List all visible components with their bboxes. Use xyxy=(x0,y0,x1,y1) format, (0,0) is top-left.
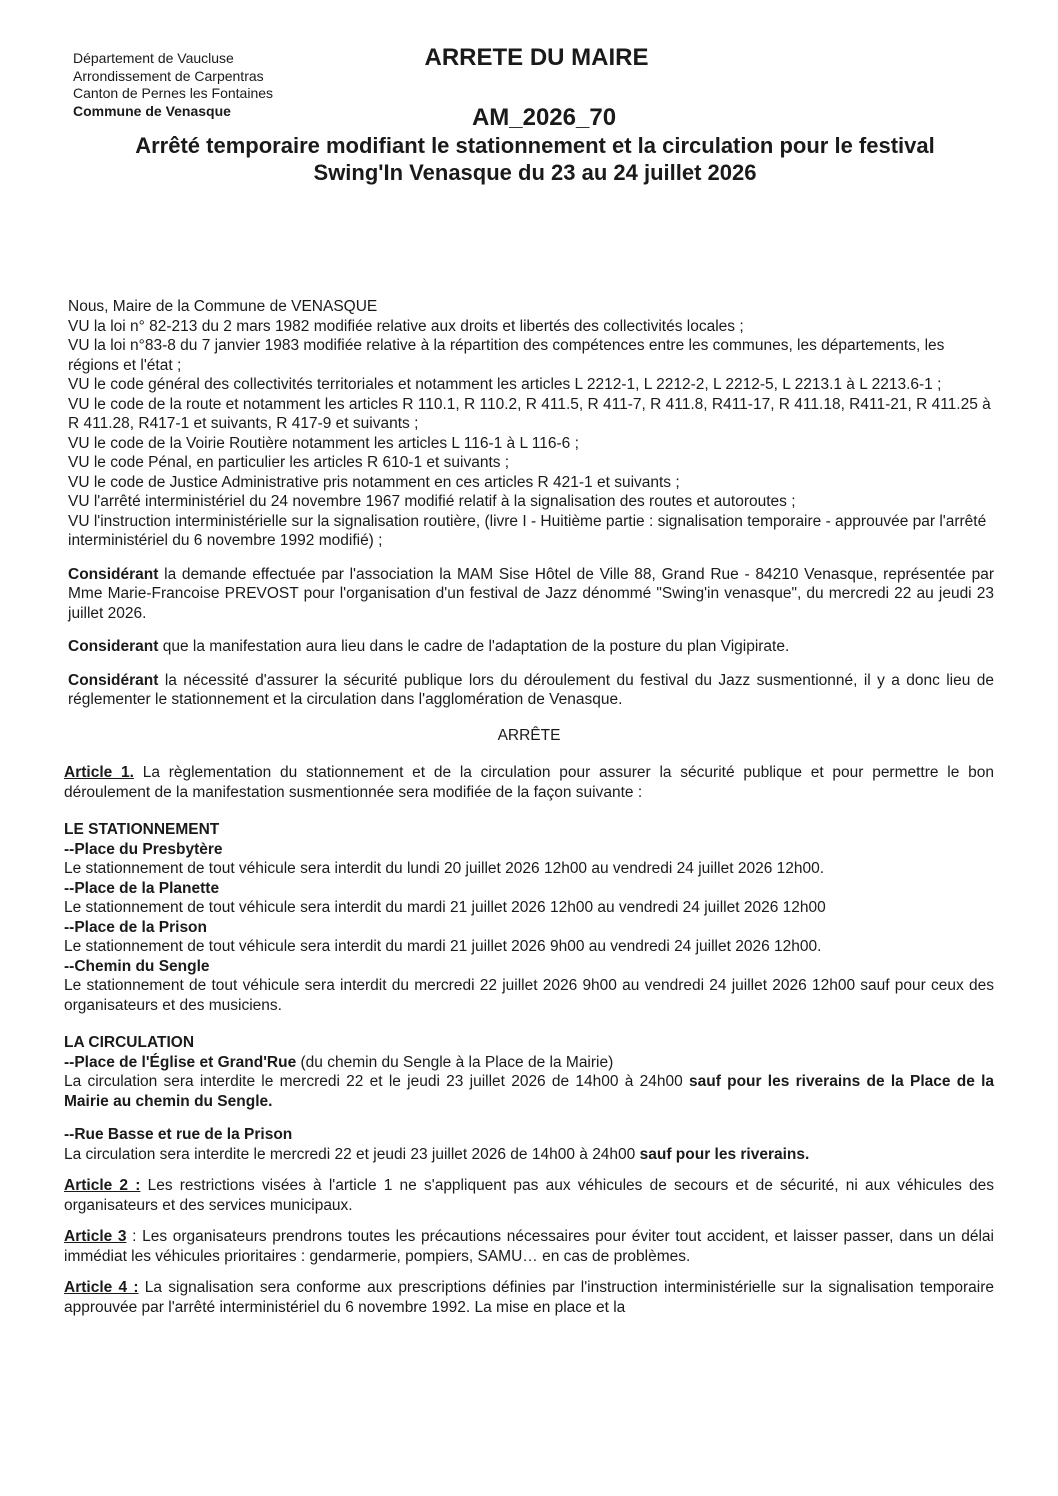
document-body xyxy=(64,297,994,1317)
circulation-exception: sauf pour les riverains de la Place de la Mairie au chemin du Sengle. xyxy=(64,1073,995,1110)
considerant-paragraph xyxy=(64,671,994,710)
visa-item: VU l'instruction interministérielle sur la signalisation routière, (livre I - Huitième partie : signalisation temporaire - approuvée par l'arrêté interministériel du 6 novembre 1992 modifié) ; xyxy=(68,512,987,549)
article-4 xyxy=(64,1278,994,1317)
circulation-place-1 xyxy=(64,1053,994,1073)
visa-item: VU le code Pénal, en particulier les articles R 610-1 et suivants ; xyxy=(68,454,510,471)
visa-intro: Nous, Maire de la Commune de VENASQUE xyxy=(68,298,378,315)
article-3 xyxy=(64,1227,994,1266)
stationnement-title: LE STATIONNEMENT xyxy=(64,821,220,838)
considerant-label: Considérant xyxy=(68,565,159,583)
article-2-text: Les restrictions visées à l'article 1 ne s'appliquent pas aux véhicules de secours et de sécurité, ni aux véhicules des organisateurs et des services municipaux. xyxy=(64,1177,994,1214)
stationnement-rule: Le stationnement de tout véhicule sera interdit du mardi 21 juillet 2026 9h00 au vendredi 24 juillet 2026 12h00. xyxy=(64,938,822,955)
stationnement-rule: Le stationnement de tout véhicule sera interdit du mercredi 22 juillet 2026 9h00 au vendredi 24 juillet 2026 12h00 sauf pour ceux des organisateurs et des musiciens. xyxy=(64,977,994,1014)
considerant-label: Considerant xyxy=(68,638,159,655)
circulation-place-note: (du chemin du Sengle à la Place de la Mairie) xyxy=(296,1053,614,1071)
article-2 xyxy=(64,1176,994,1215)
article-4-text: La signalisation sera conforme aux prescriptions définies par l'instruction interministérielle sur la signalisation temporaire approuvée par l'arrêté interministériel du 6 novembre 1992. La mise en place et la xyxy=(64,1279,995,1316)
arrete-subject xyxy=(70,132,1000,186)
visas-block xyxy=(64,297,994,551)
article-4-label: Article 4 : xyxy=(64,1279,139,1296)
visa-item: VU l'arrêté interministériel du 24 novembre 1967 modifié relatif à la signalisation des routes et autoroutes ; xyxy=(68,493,796,510)
visa-item: VU le code général des collectivités territoriales et notamment les articles L 2212-1, L 2212-2, L 2212-5, L 2213.1 à L 2213.6-1 ; xyxy=(68,376,942,393)
circulation-place-2: --Rue Basse et rue de la Prison xyxy=(64,1126,293,1143)
stationnement-rule: Le stationnement de tout véhicule sera interdit du mardi 21 juillet 2026 12h00 au vendredi 24 juillet 2026 12h00 xyxy=(64,899,826,916)
article-3-label: Article 3 xyxy=(64,1228,127,1245)
considerant-paragraph xyxy=(64,637,994,657)
canton-line: Canton de Pernes les Fontaines xyxy=(73,85,274,101)
commune-line: Commune de Venasque xyxy=(73,102,231,119)
arrete-heading: ARRÊTE xyxy=(497,726,561,744)
visa-item: VU la loi n° 82-213 du 2 mars 1982 modifiée relative aux droits et libertés des collectivités locales ; xyxy=(68,317,744,335)
document-title: ARRETE DU MAIRE xyxy=(424,44,649,71)
article-3-text: : Les organisateurs prendrons toutes les précautions nécessaires pour éviter tout accident, et laisser passer, dans un délai immédiat les véhicules prioritaires : gendarmerie, pompiers, SAMU… en cas de problèmes. xyxy=(64,1228,994,1265)
considerant-text: la nécessité d'assurer la sécurité publique lors du déroulement du festival du Jazz susmentionné, il y a donc lieu de réglementer le stationnement et la circulation dans l'agglomération de Venasque. xyxy=(68,671,994,708)
stationnement-place: --Chemin du Sengle xyxy=(64,957,210,975)
considerant-label: Considérant xyxy=(68,671,159,689)
visa-item: VU le code de la route et notamment les articles R 110.1, R 110.2, R 411.5, R 411-7, R 411.8, R411-17, R 411.18, R411-21, R 411.25 à R 411.28, R417-1 et suivants, R 417-9 et suivants ; xyxy=(68,395,991,432)
visa-item: VU le code de Justice Administrative pris notamment en ces articles R 421-1 et suivants ; xyxy=(68,473,680,491)
considerant-text: la demande effectuée par l'association la MAM Sise Hôtel de Ville 88, Grand Rue - 84210 Venasque, représentée par Mme Marie-Francoise PREVOST pour l'organisation d'un festival de Jazz dénommé "Swing'in venasque", du mercredi 22 au jeudi 23 juillet 2026. xyxy=(68,565,994,622)
considerant-text: que la manifestation aura lieu dans le cadre de l'adaptation de la posture du plan Vigipirate. xyxy=(158,638,790,655)
article-1-label: Article 1. xyxy=(64,764,134,781)
circulation-place-name: --Place de l'Église et Grand'Rue xyxy=(64,1053,297,1071)
arrete-reference: AM_2026_70 xyxy=(471,104,617,131)
stationnement-place: --Place de la Planette xyxy=(64,879,220,897)
article-1 xyxy=(64,763,994,802)
circulation-rule-text: La circulation sera interdite le mercredi 22 et jeudi 23 juillet 2026 de 14h00 à 24h00 xyxy=(64,1145,640,1163)
visa-item: VU le code de la Voirie Routière notamment les articles L 116-1 à L 116-6 ; xyxy=(68,434,579,452)
circulation-rule-1 xyxy=(64,1072,994,1111)
article-1-text: La règlementation du stationnement et de la circulation pour assurer la sécurité publique et pour permettre le bon déroulement de la manifestation susmentionnée sera modifiée de la façon suivante : xyxy=(64,764,994,801)
stationnement-place: --Place du Presbytère xyxy=(64,840,223,858)
arrondissement-line: Arrondissement de Carpentras xyxy=(73,67,264,84)
stationnement-place: --Place de la Prison xyxy=(64,918,207,936)
subject-line-1: Arrêté temporaire modifiant le stationnement et la circulation pour le festival xyxy=(135,133,935,158)
circulation-exception: sauf pour les riverains. xyxy=(639,1145,810,1163)
visa-item: VU la loi n°83-8 du 7 janvier 1983 modifiée relative à la répartition des compétences entre les communes, les départements, les régions et l'état ; xyxy=(68,337,945,374)
article-2-label: Article 2 : xyxy=(64,1177,141,1194)
stationnement-rule: Le stationnement de tout véhicule sera interdit du lundi 20 juillet 2026 12h00 au vendredi 24 juillet 2026 12h00. xyxy=(64,860,825,877)
subject-line-2: Swing'In Venasque du 23 au 24 juillet 2026 xyxy=(313,160,757,185)
circulation-title: LA CIRCULATION xyxy=(64,1034,195,1051)
departement-line: Département de Vaucluse xyxy=(73,50,234,66)
considerant-paragraph xyxy=(64,565,994,624)
circulation-rule-text: La circulation sera interdite le mercredi 22 et le jeudi 23 juillet 2026 de 14h00 à 24h00 xyxy=(64,1073,689,1090)
circulation-rule-2 xyxy=(64,1145,994,1165)
